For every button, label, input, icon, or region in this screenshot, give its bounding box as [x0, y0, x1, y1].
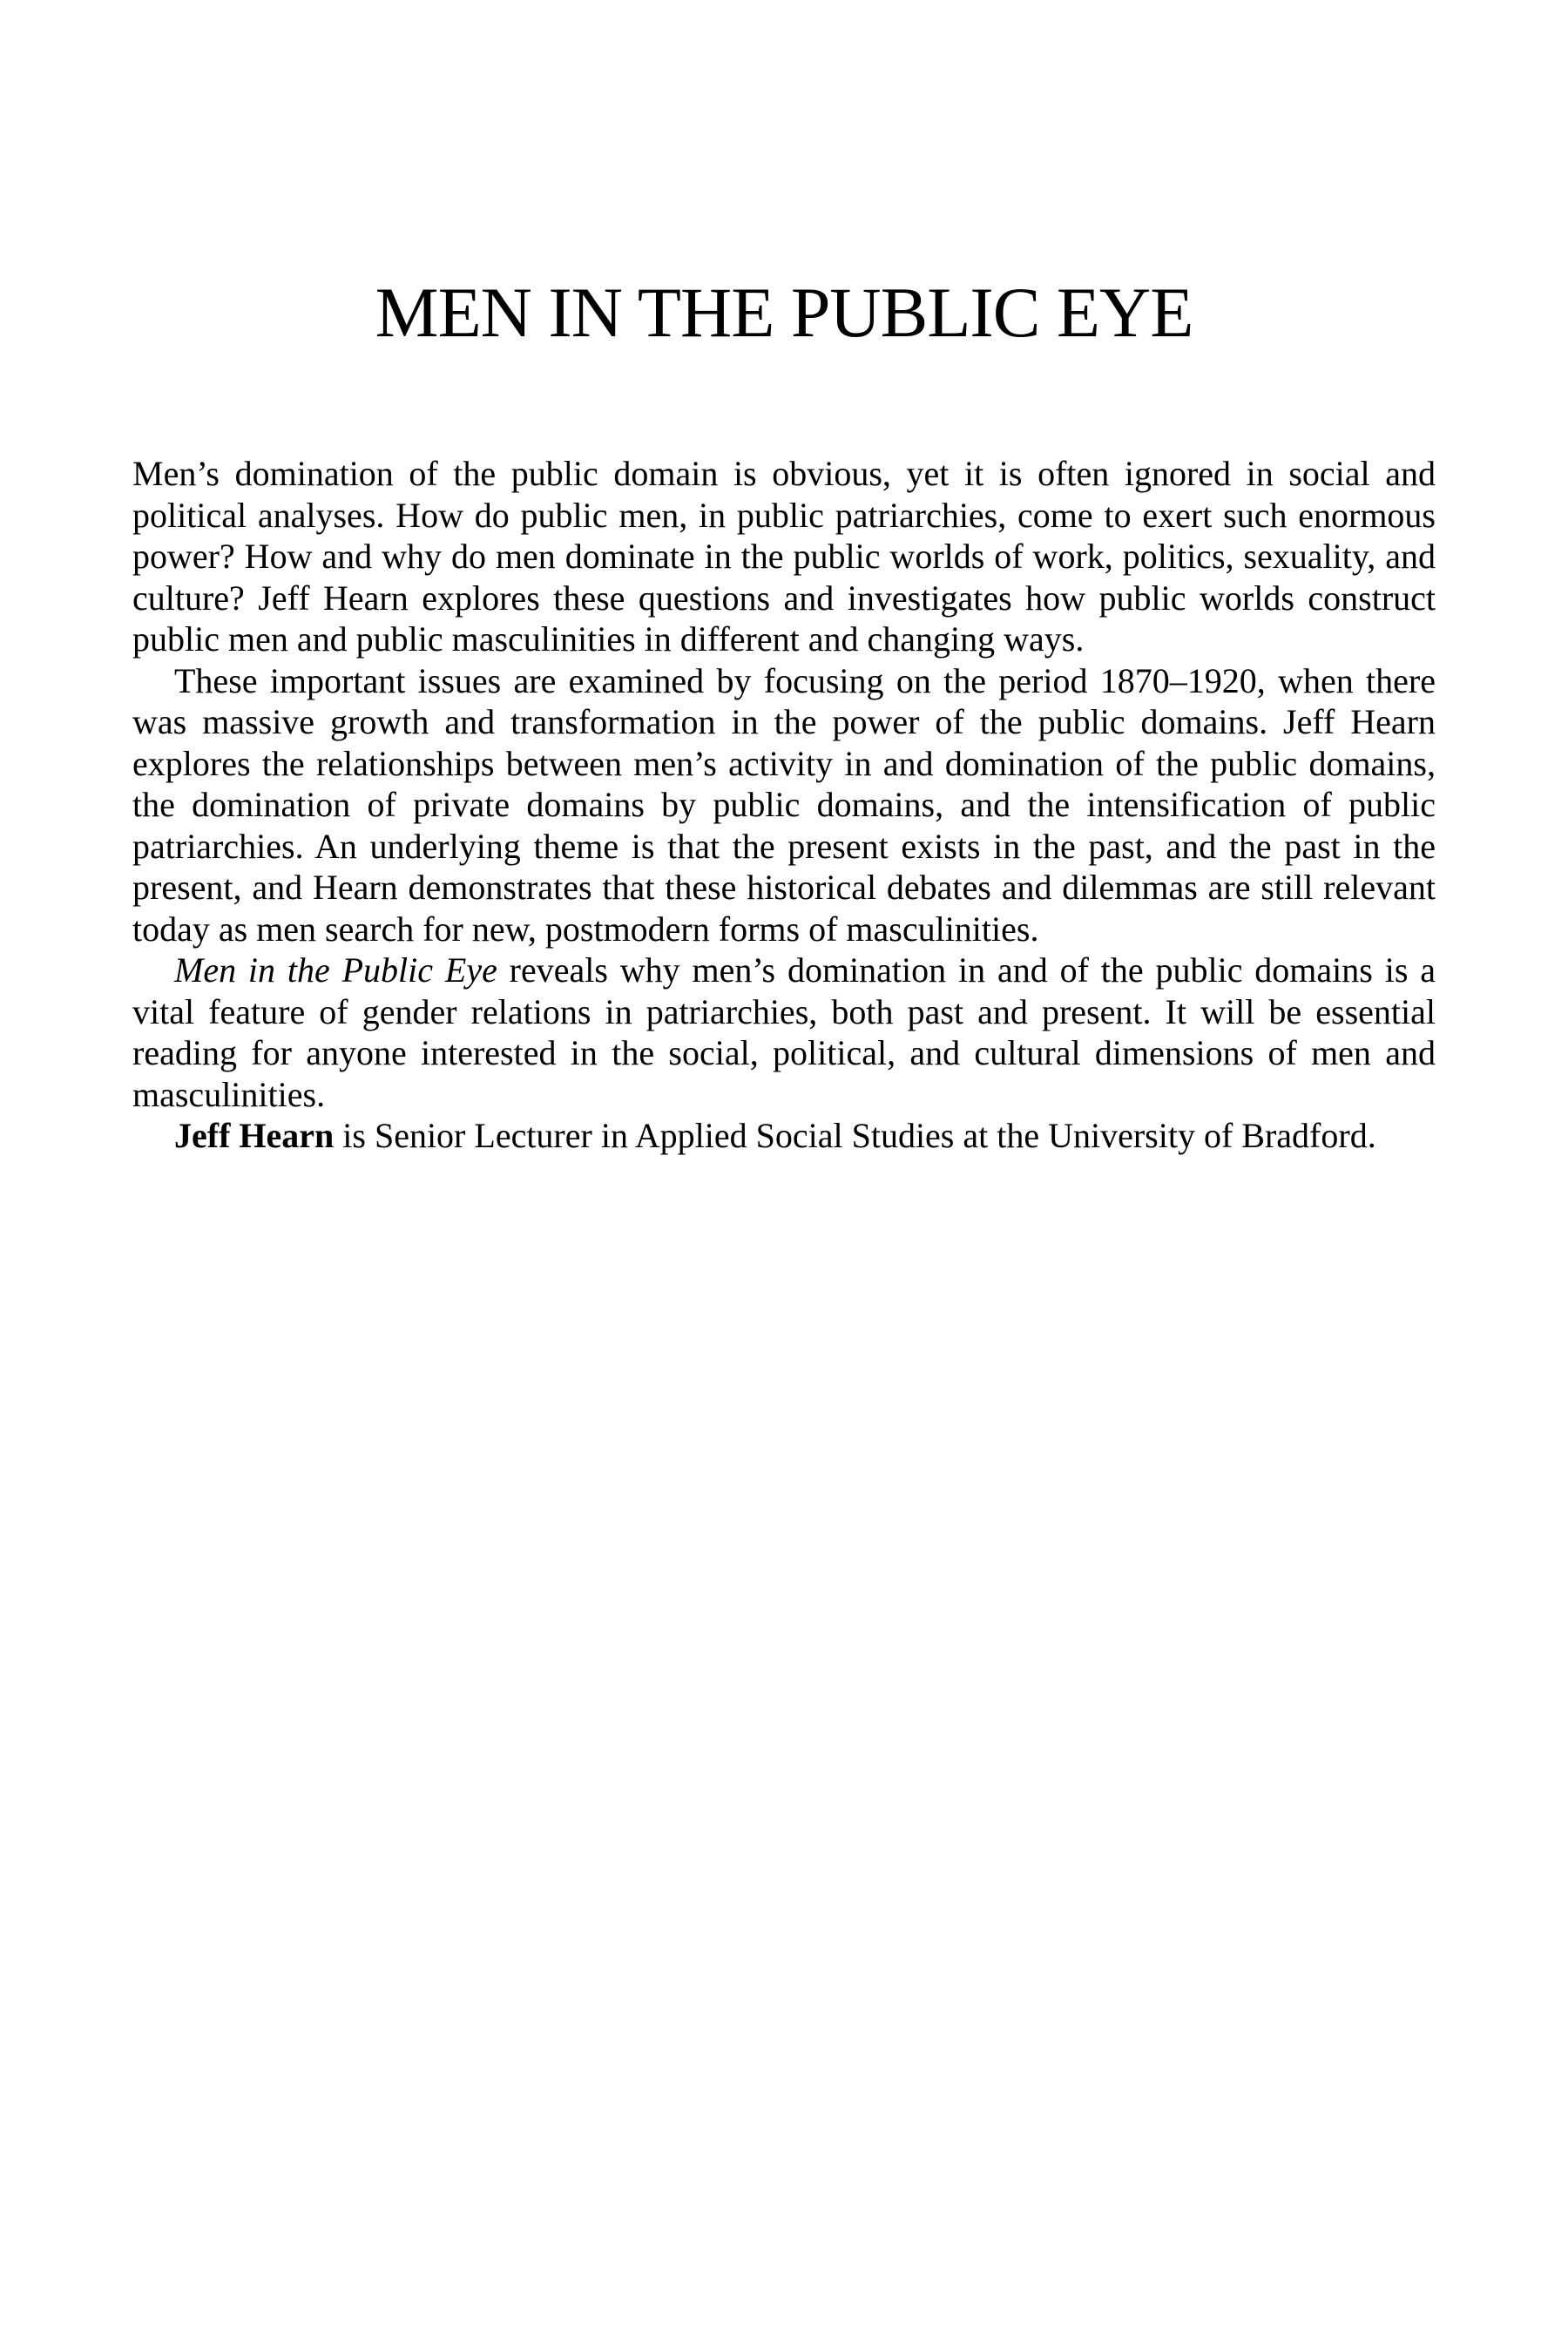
author-bio-text: is Senior Lecturer in Applied Social Studies at the University of Bradford. [334, 1116, 1376, 1155]
author-name: Jeff Hearn [174, 1116, 335, 1155]
blurb-body [132, 453, 1436, 1157]
paragraph-author-bio [132, 1115, 1436, 1157]
page-title: MEN IN THE PUBLIC EYE [375, 273, 1193, 352]
paragraph-intro: Men’s domination of the public domain is obvious, yet it is often ignored in social and political analyses. How do public men, in public patriarchies, come to exert such enormous power? How and why do men dominate in the public worlds of work, politics, sexuality, and culture? Jeff Hearn explores these questions and investigates how public worlds construct public men and public masculinities in different and changing ways. [132, 454, 1436, 659]
paragraph-significance [132, 950, 1436, 1115]
paragraph-period: These important issues are examined by focusing on the period 1870–1920, when there was massive growth and transformation in the power of the public domains. Jeff Hearn explores the relationships between men’s activity in and domination of the public domains, the domination of private domains by public domains, and the intensification of public patriarchies. An underlying theme is that the present exists in the past, and the past in the present, and Hearn demonstrates that these historical debates and dilemmas are still relevant today as men search for new, postmodern forms of masculinities. [132, 660, 1436, 949]
book-title-italic: Men in the Public Eye [174, 950, 497, 990]
paragraph-significance-text: reveals why men’s domination in and of the public domains is a vital feature of gender relations in patriarchies, both past and present. It will be essential reading for anyone interested in the social, political, and cultural dimensions of men and masculinities. [132, 950, 1436, 1114]
